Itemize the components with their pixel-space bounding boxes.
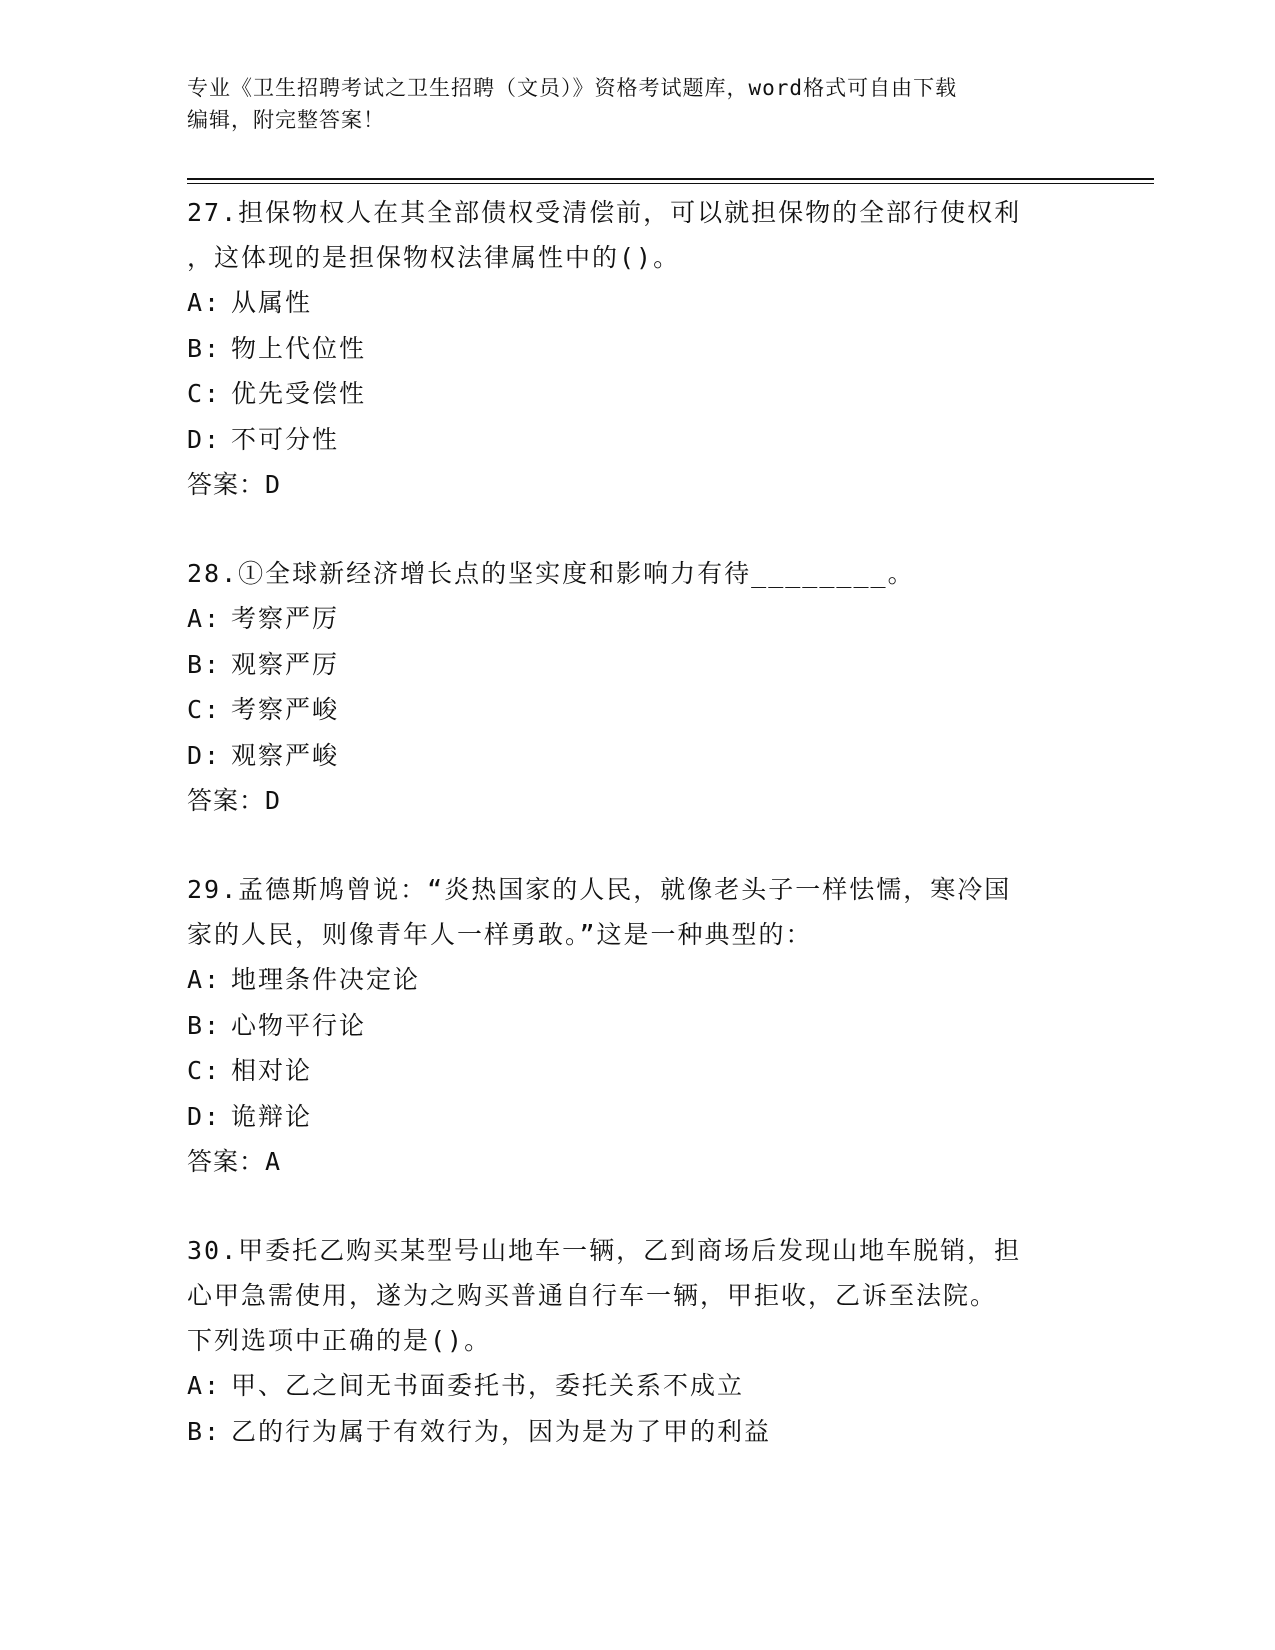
option-letter: B:: [187, 1010, 222, 1040]
answer-value: D: [265, 786, 283, 815]
header-divider-thin: [187, 183, 1154, 184]
option-letter: C:: [187, 1056, 222, 1085]
option-text: 地理条件决定论: [231, 965, 421, 994]
option-a: [187, 280, 1087, 326]
question-29: [187, 867, 1087, 1184]
option-letter: A:: [187, 288, 222, 317]
option-d: [187, 1094, 1087, 1140]
answer-line: [187, 778, 1087, 823]
header-line-2: 编辑，附完整答案！: [187, 108, 385, 132]
answer-label: 答案：: [187, 1147, 266, 1176]
option-a: [187, 596, 1087, 642]
option-a: [187, 1363, 1087, 1409]
question-30: [187, 1228, 1087, 1454]
answer-value: D: [265, 470, 283, 499]
option-letter: B:: [187, 1416, 222, 1446]
option-text: 优先受偿性: [231, 379, 367, 408]
option-c: [187, 371, 1087, 417]
option-text: 观察严厉: [231, 649, 340, 679]
question-text-line: 家的人民，则像青年人一样勇敢。”这是一种典型的：: [187, 920, 813, 949]
option-text: 甲、乙之间无书面委托书，委托关系不成立: [231, 1371, 745, 1400]
answer-value: A: [265, 1147, 283, 1176]
option-letter: D:: [187, 740, 222, 770]
question-text-line: 27.担保物权人在其全部债权受清偿前，可以就担保物的全部行使权利: [187, 198, 1022, 227]
option-letter: B:: [187, 333, 222, 363]
option-letter: C:: [187, 695, 222, 724]
option-text: 乙的行为属于有效行为，因为是为了甲的利益: [231, 1416, 772, 1446]
option-text: 心物平行论: [231, 1010, 367, 1040]
question-text-line: 下列选项中正确的是()。: [187, 1326, 492, 1355]
option-c: [187, 687, 1087, 733]
option-d: [187, 733, 1087, 779]
document-header: [187, 72, 1067, 136]
option-text: 物上代位性: [231, 333, 367, 363]
question-text-line: 29.孟德斯鸠曾说：“炎热国家的人民，就像老头子一样怯懦，寒冷国: [187, 875, 1012, 904]
answer-label: 答案：: [187, 786, 266, 815]
option-b: [187, 1003, 1087, 1049]
question-text-line: 28.①全球新经济增长点的坚实度和影响力有待________。: [187, 559, 915, 588]
option-text: 从属性: [231, 288, 313, 317]
option-letter: A:: [187, 1371, 222, 1400]
option-text: 考察严峻: [231, 695, 340, 724]
option-letter: A:: [187, 965, 222, 994]
option-d: [187, 417, 1087, 463]
question-text-line: 心甲急需使用，遂为之购买普通自行车一辆，甲拒收，乙诉至法院。: [187, 1281, 998, 1310]
option-text: 诡辩论: [231, 1101, 313, 1131]
option-text: 不可分性: [231, 424, 340, 454]
option-b: [187, 1409, 1087, 1455]
option-a: [187, 957, 1087, 1003]
option-c: [187, 1048, 1087, 1094]
option-letter: A:: [187, 604, 222, 633]
option-letter: D:: [187, 424, 222, 454]
question-28: [187, 551, 1087, 823]
option-text: 观察严峻: [231, 740, 340, 770]
answer-label: 答案：: [187, 470, 266, 499]
option-letter: D:: [187, 1101, 222, 1131]
option-letter: B:: [187, 649, 222, 679]
option-text: 相对论: [231, 1056, 313, 1085]
option-b: [187, 642, 1087, 688]
header-divider-thick: [187, 178, 1154, 180]
option-text: 考察严厉: [231, 604, 340, 633]
option-letter: C:: [187, 379, 222, 408]
question-list: [187, 190, 1087, 1498]
answer-line: [187, 462, 1087, 507]
option-b: [187, 326, 1087, 372]
header-line-1: 专业《卫生招聘考试之卫生招聘（文员）》资格考试题库，word格式可自由下载: [187, 76, 958, 100]
answer-line: [187, 1139, 1087, 1184]
question-text-line: ，这体现的是担保物权法律属性中的()。: [187, 243, 681, 272]
question-text-line: 30.甲委托乙购买某型号山地车一辆，乙到商场后发现山地车脱销，担: [187, 1236, 1022, 1265]
question-27: [187, 190, 1087, 507]
